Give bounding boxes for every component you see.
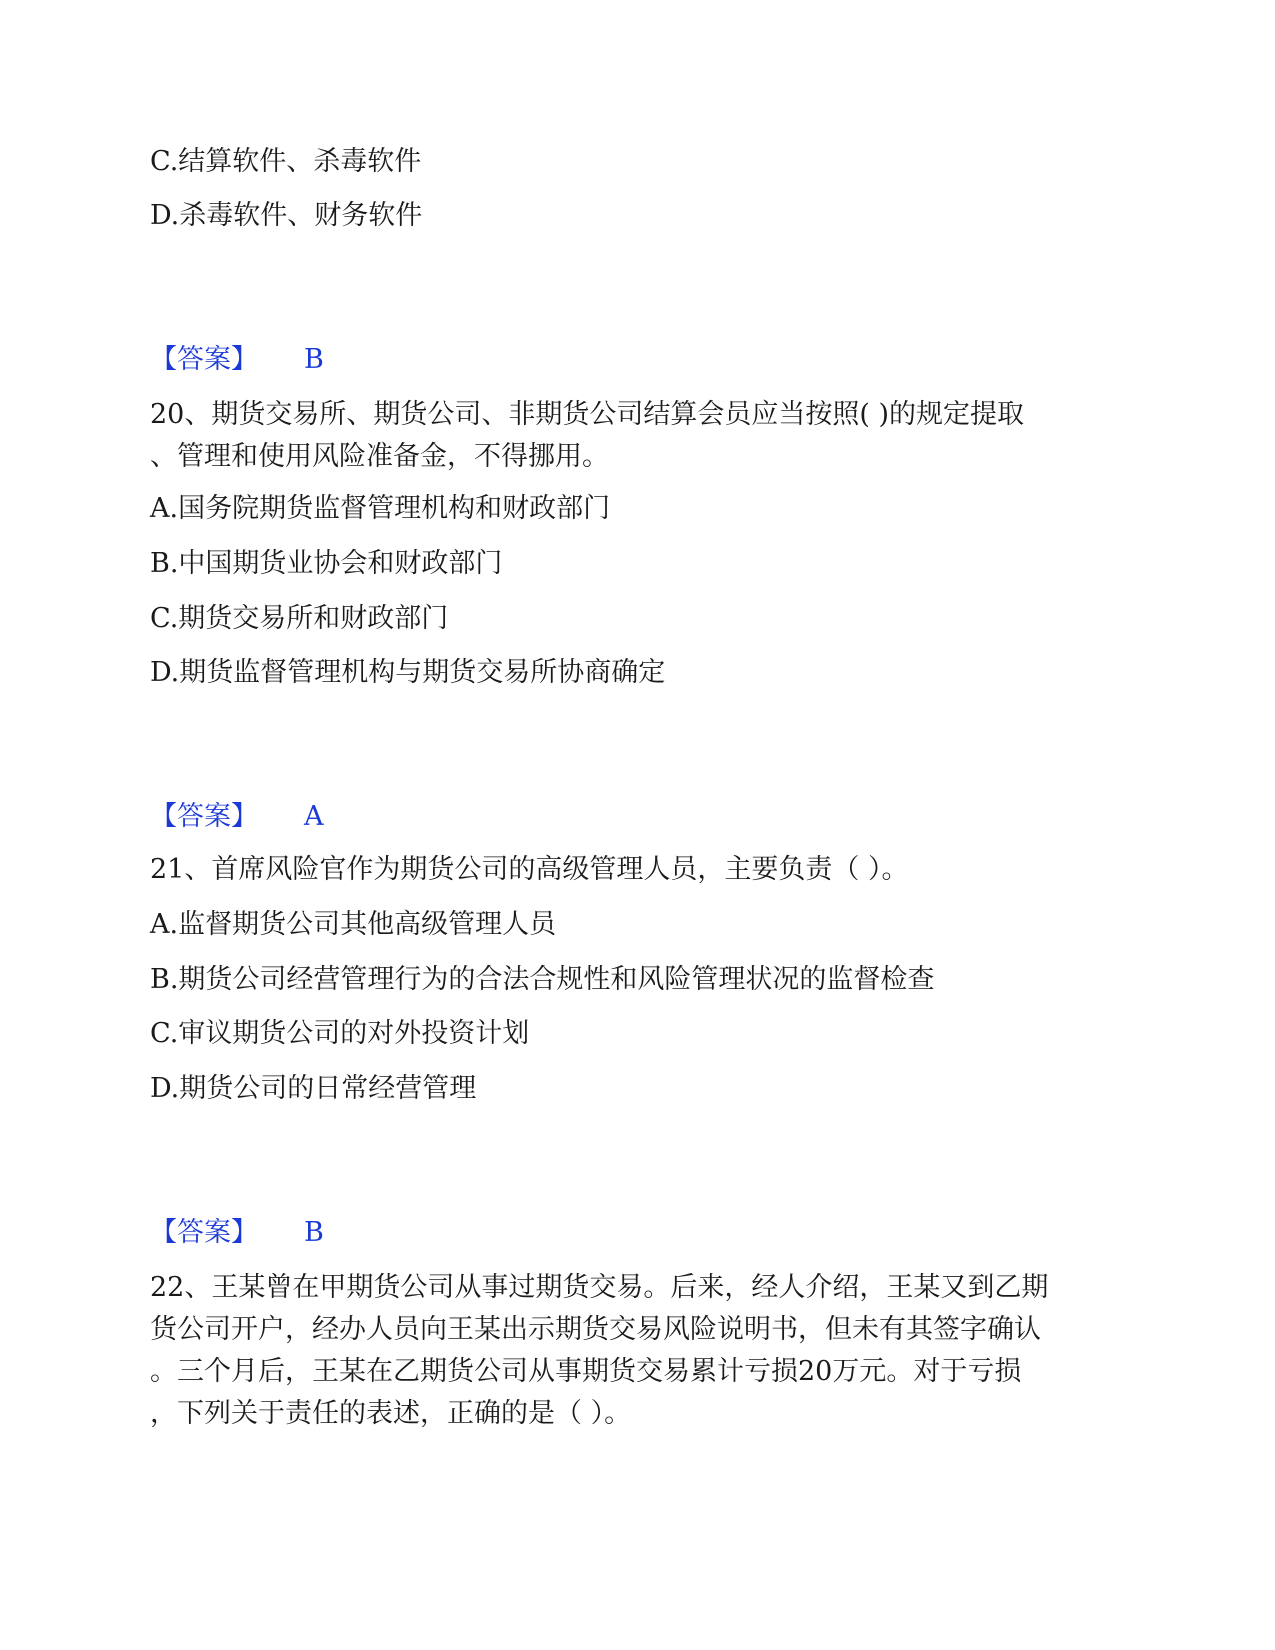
- stem-line: 货公司开户，经办人员向王某出示期货交易风险说明书，但未有其签字确认: [150, 1314, 1041, 1345]
- q21-option-b: B.期货公司经营管理行为的合法合规性和风险管理状况的监督检查: [150, 964, 935, 995]
- q22-stem: [150, 1267, 1110, 1435]
- answer-label: 【答案】: [150, 1217, 258, 1248]
- q20-option-c: C.期货交易所和财政部门: [150, 603, 449, 634]
- stem-line: 。三个月后，王某在乙期货公司从事期货交易累计亏损20万元。对于亏损: [150, 1356, 1022, 1387]
- q20-option-a: A.国务院期货监督管理机构和财政部门: [150, 493, 611, 524]
- q21-stem: 21、首席风险官作为期货公司的高级管理人员，主要负责（ ）。: [150, 854, 909, 885]
- q20-option-d: D.期货监督管理机构与期货交易所协商确定: [150, 657, 666, 688]
- answer-value: A: [304, 801, 324, 832]
- q21-answer: [150, 1213, 324, 1253]
- stem-line: 、管理和使用风险准备金，不得挪用。: [150, 441, 609, 472]
- q20-option-b: B.中国期货业协会和财政部门: [150, 548, 503, 579]
- q19-answer: [150, 340, 324, 380]
- q20-stem: [150, 394, 1110, 478]
- q20-answer: [150, 797, 324, 837]
- answer-label: 【答案】: [150, 344, 258, 375]
- q19-option-d: D.杀毒软件、财务软件: [150, 200, 423, 231]
- q19-option-c: C.结算软件、杀毒软件: [150, 146, 422, 177]
- stem-line: ，下列关于责任的表述，正确的是（ ）。: [150, 1398, 632, 1429]
- answer-label: 【答案】: [150, 801, 258, 832]
- q21-option-c: C.审议期货公司的对外投资计划: [150, 1018, 530, 1049]
- stem-line: 20、期货交易所、期货公司、非期货公司结算会员应当按照( )的规定提取: [150, 399, 1025, 430]
- q21-option-d: D.期货公司的日常经营管理: [150, 1073, 477, 1104]
- answer-value: B: [304, 344, 324, 375]
- answer-value: B: [304, 1217, 324, 1248]
- stem-line: 22、王某曾在甲期货公司从事过期货交易。后来，经人介绍，王某又到乙期: [150, 1272, 1049, 1303]
- q21-option-a: A.监督期货公司其他高级管理人员: [150, 909, 557, 940]
